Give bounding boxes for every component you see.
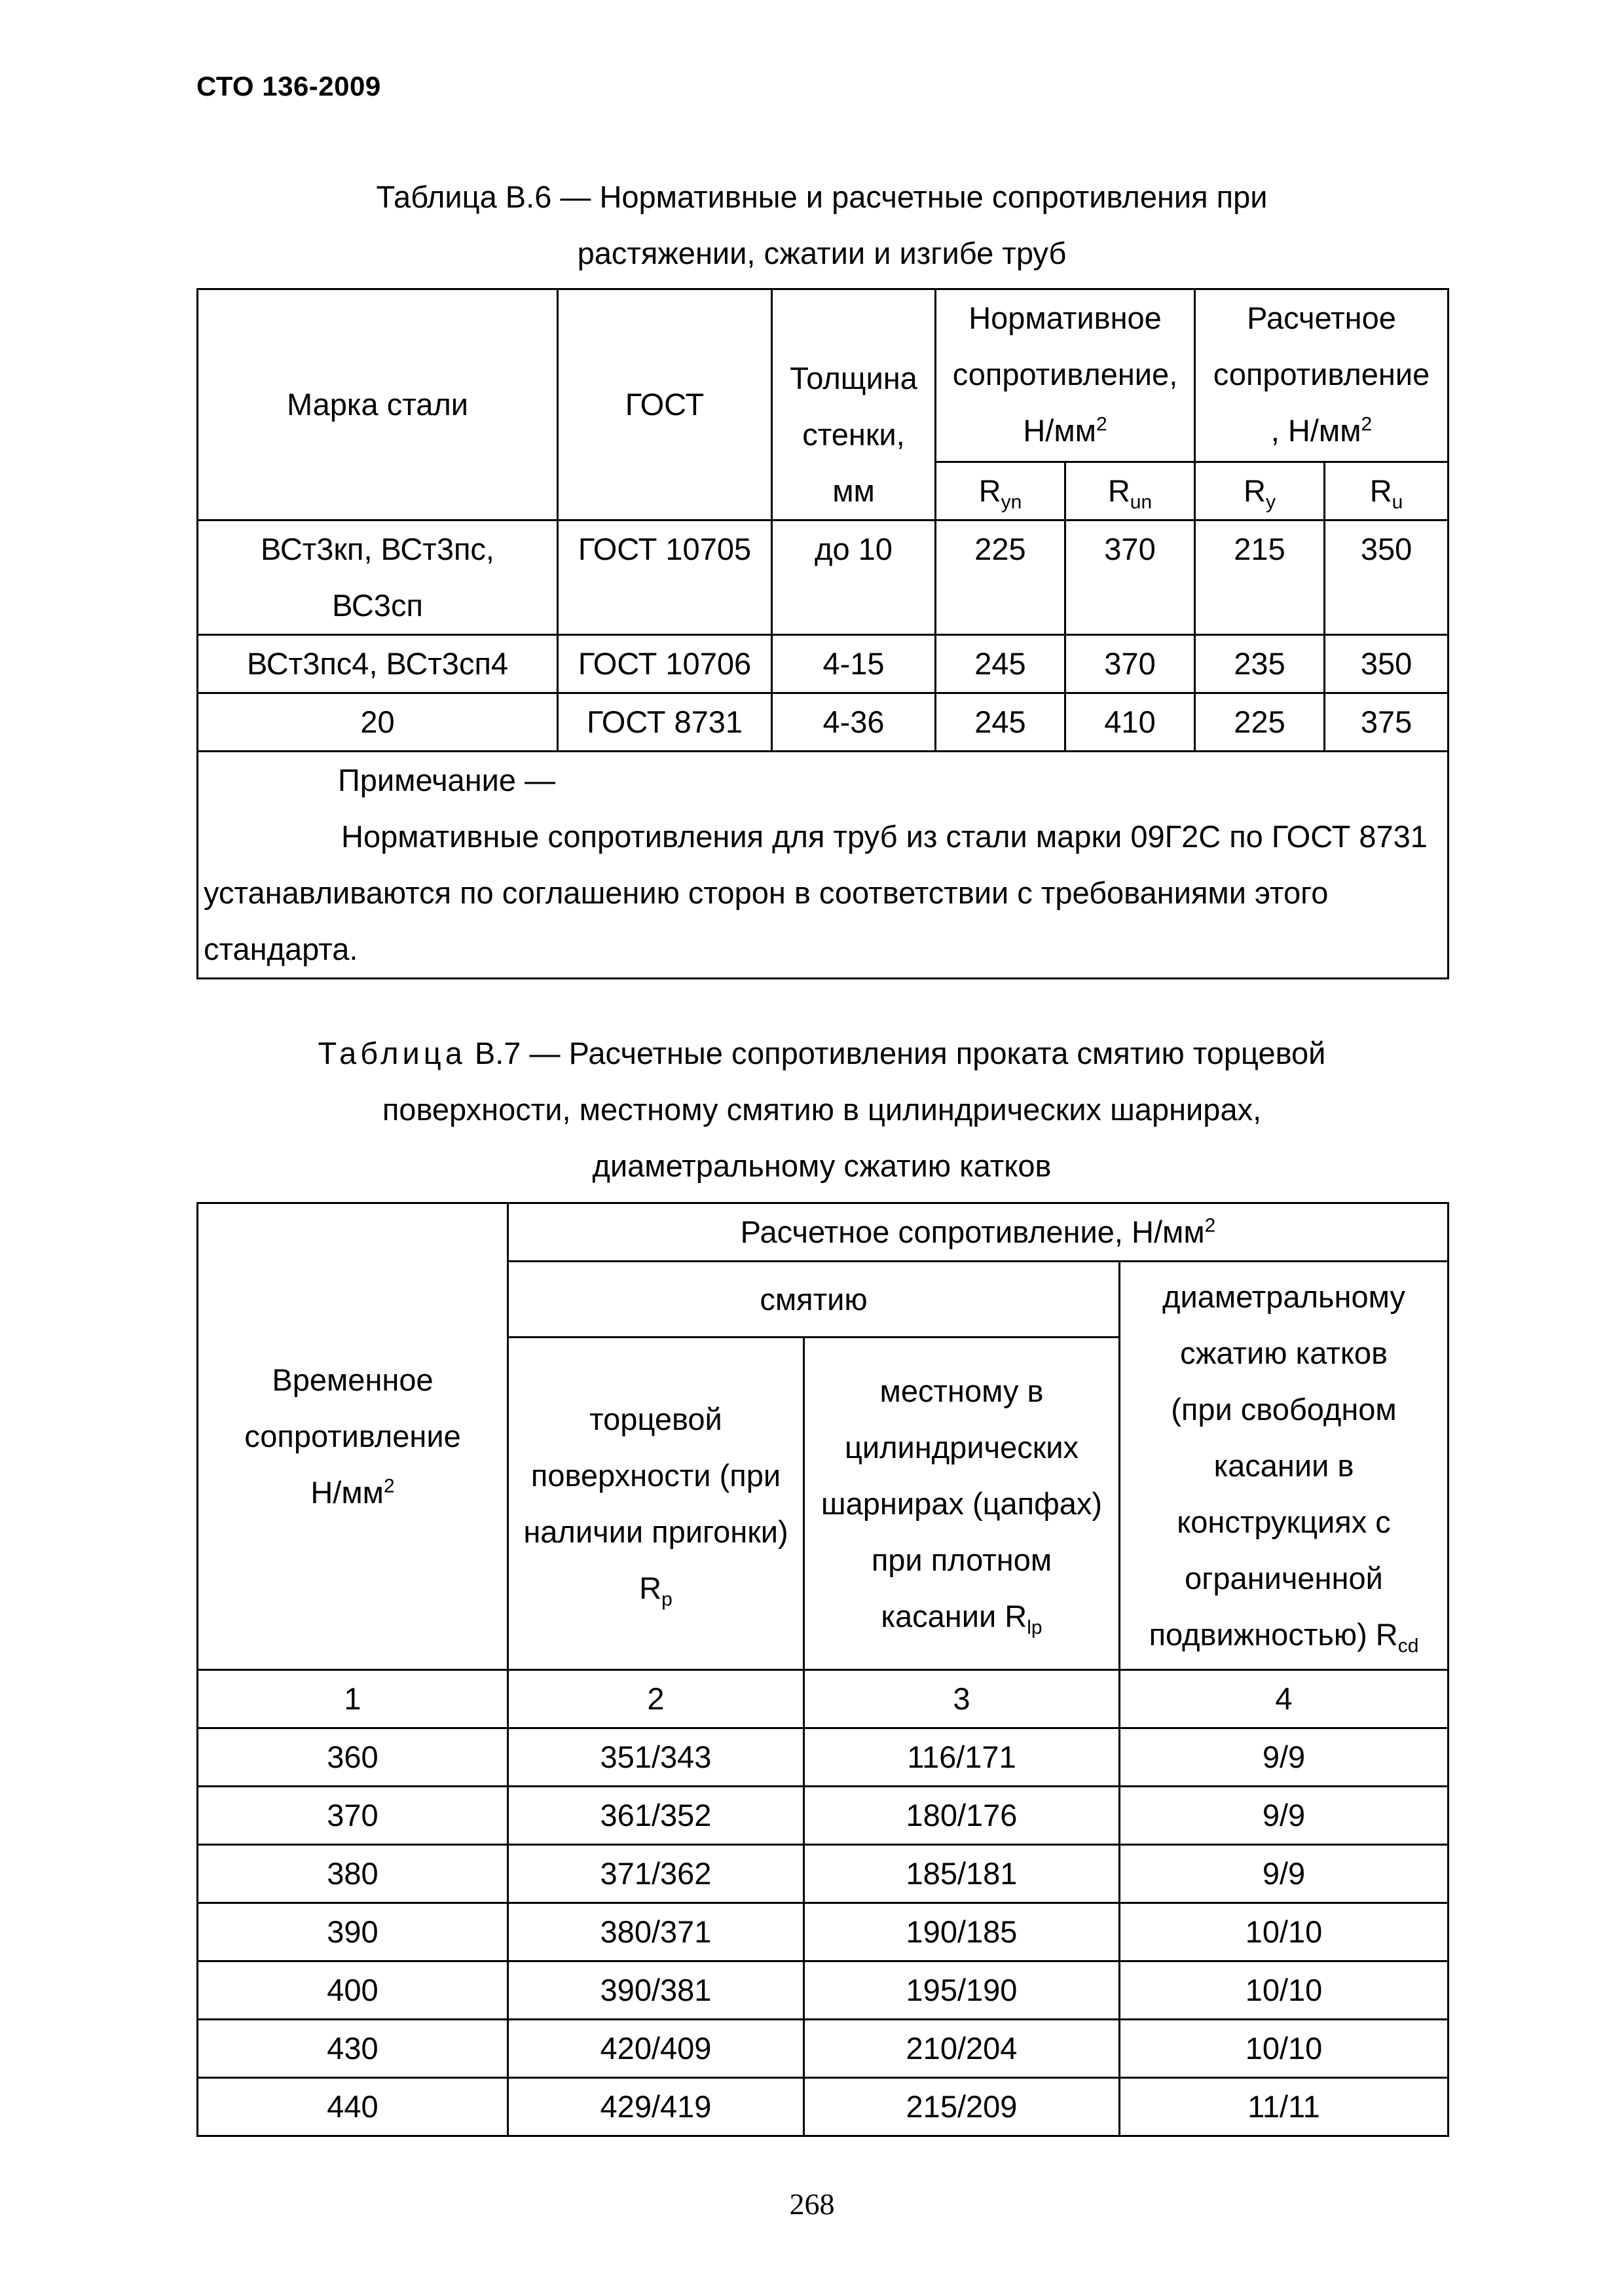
- cell-temporary: 440: [198, 2078, 508, 2136]
- cell-diametral: 9/9: [1120, 1728, 1449, 1787]
- cell-local: 116/171: [804, 1728, 1120, 1787]
- cell-end-surface: 420/409: [508, 2020, 804, 2078]
- table-b7-caption-line1: Таблица В.7 — Расчетные сопротивления проката смятию торцевой: [318, 1036, 1326, 1070]
- table-row: [198, 693, 1449, 752]
- cell-grade: ВСт3кп, ВСт3пс, ВС3сп: [198, 520, 558, 635]
- column-number-row: [198, 1670, 1449, 1728]
- cell-diametral: 9/9: [1120, 1787, 1449, 1845]
- cell-thickness: до 10: [772, 520, 936, 635]
- cell-ry: 225: [1195, 693, 1325, 752]
- cell-diametral: 10/10: [1120, 2020, 1449, 2078]
- header-design-resistance: Расчетное сопротивление , $Н/мм^2$: [1195, 289, 1449, 462]
- note-row: [198, 752, 1449, 979]
- table-b7-caption-line2: поверхности, местному смятию в цилиндрических шарнирах,: [382, 1092, 1262, 1127]
- column-number: 4: [1120, 1670, 1449, 1728]
- header-bearing: смятию: [508, 1262, 1120, 1338]
- cell-temporary: 370: [198, 1787, 508, 1845]
- table-row: [198, 2078, 1449, 2136]
- header-run: $R_{un}$: [1065, 462, 1195, 520]
- cell-grade: ВСт3пс4, ВСт3сп4: [198, 635, 558, 693]
- header-wall-thickness: Толщина стенки, мм: [772, 289, 936, 520]
- cell-gost: ГОСТ 8731: [558, 693, 772, 752]
- table-row: [198, 1728, 1449, 1787]
- cell-thickness: 4-36: [772, 693, 936, 752]
- header-local-bearing: местному в цилиндрических шарнирах (цапфах) при плотном касании $R_{lp}$: [804, 1338, 1120, 1670]
- cell-temporary: 360: [198, 1728, 508, 1787]
- cell-ryn: 245: [936, 693, 1065, 752]
- column-number: 3: [804, 1670, 1120, 1728]
- cell-run: 370: [1065, 520, 1195, 635]
- table-b6-caption-line1: Таблица В.6 — Нормативные и расчетные сопротивления при: [376, 179, 1268, 214]
- cell-gost: ГОСТ 10705: [558, 520, 772, 635]
- cell-local: 195/190: [804, 1961, 1120, 2020]
- cell-end-surface: 351/343: [508, 1728, 804, 1787]
- header-gost: ГОСТ: [558, 289, 772, 520]
- cell-local: 180/176: [804, 1787, 1120, 1845]
- column-number: 1: [198, 1670, 508, 1728]
- table-b6-caption: [196, 169, 1447, 282]
- cell-ru: 375: [1325, 693, 1449, 752]
- document-code: СТО 136-2009: [196, 71, 381, 101]
- table-row: [198, 2020, 1449, 2078]
- header-normative-resistance: Нормативное сопротивление, $Н/мм^2$: [936, 289, 1195, 462]
- cell-ry: 215: [1195, 520, 1325, 635]
- cell-end-surface: 361/352: [508, 1787, 804, 1845]
- header-ru: $R_u$: [1325, 462, 1449, 520]
- cell-ryn: 225: [936, 520, 1065, 635]
- cell-temporary: 400: [198, 1961, 508, 2020]
- cell-local: 185/181: [804, 1845, 1120, 1903]
- cell-end-surface: 390/381: [508, 1961, 804, 2020]
- cell-end-surface: 371/362: [508, 1845, 804, 1903]
- cell-ru: 350: [1325, 635, 1449, 693]
- cell-local: 190/185: [804, 1903, 1120, 1961]
- table-b6: [196, 288, 1449, 979]
- cell-temporary: 380: [198, 1845, 508, 1903]
- cell-run: 370: [1065, 635, 1195, 693]
- cell-ryn: 245: [936, 635, 1065, 693]
- note-title: Примечание —: [338, 763, 556, 797]
- cell-local: 210/204: [804, 2020, 1120, 2078]
- table-row: [198, 520, 1449, 635]
- cell-gost: ГОСТ 10706: [558, 635, 772, 693]
- cell-ru: 350: [1325, 520, 1449, 635]
- table-row: [198, 1903, 1449, 1961]
- table-row: [198, 635, 1449, 693]
- cell-temporary: 390: [198, 1903, 508, 1961]
- table-row: [198, 1845, 1449, 1903]
- cell-end-surface: 429/419: [508, 2078, 804, 2136]
- cell-diametral: 9/9: [1120, 1845, 1449, 1903]
- header-temporary-resistance: Временное сопротивление $Н/мм^2$: [198, 1203, 508, 1670]
- column-number: 2: [508, 1670, 804, 1728]
- table-row: [198, 1961, 1449, 2020]
- table-b6-caption-line2: растяжении, сжатии и изгибе труб: [577, 236, 1067, 270]
- note-text: Нормативные сопротивления для труб из стали марки 09Г2С по ГОСТ 8731 устанавливаются по соглашению сторон в соответствии с требованиями этого стандарта.: [204, 819, 1428, 966]
- cell-grade: 20: [198, 693, 558, 752]
- header-steel-grade: Марка стали: [198, 289, 558, 520]
- page-number: 268: [789, 2187, 835, 2221]
- cell-diametral: 11/11: [1120, 2078, 1449, 2136]
- table-b7: [196, 1202, 1449, 2137]
- cell-run: 410: [1065, 693, 1195, 752]
- table-row: [198, 1787, 1449, 1845]
- cell-end-surface: 380/371: [508, 1903, 804, 1961]
- cell-temporary: 430: [198, 2020, 508, 2078]
- table-b7-caption: [196, 1025, 1447, 1194]
- table-b7-caption-line3: диаметральному сжатию катков: [592, 1148, 1052, 1183]
- header-ry: $R_y$: [1195, 462, 1325, 520]
- cell-thickness: 4-15: [772, 635, 936, 693]
- header-ryn: $R_{yn}$: [936, 462, 1065, 520]
- header-design-resistance: Расчетное сопротивление, $Н/мм^2$: [508, 1203, 1449, 1262]
- cell-ry: 235: [1195, 635, 1325, 693]
- header-diametral-compression: диаметральному сжатию катков (при свободном касании в конструкциях с ограниченной подвижностью) $R_{cd}$: [1120, 1262, 1449, 1670]
- header-end-surface: торцевой поверхности (при наличии пригонки) $R_p$: [508, 1338, 804, 1670]
- cell-local: 215/209: [804, 2078, 1120, 2136]
- table-note: [198, 752, 1449, 979]
- cell-diametral: 10/10: [1120, 1961, 1449, 2020]
- cell-diametral: 10/10: [1120, 1903, 1449, 1961]
